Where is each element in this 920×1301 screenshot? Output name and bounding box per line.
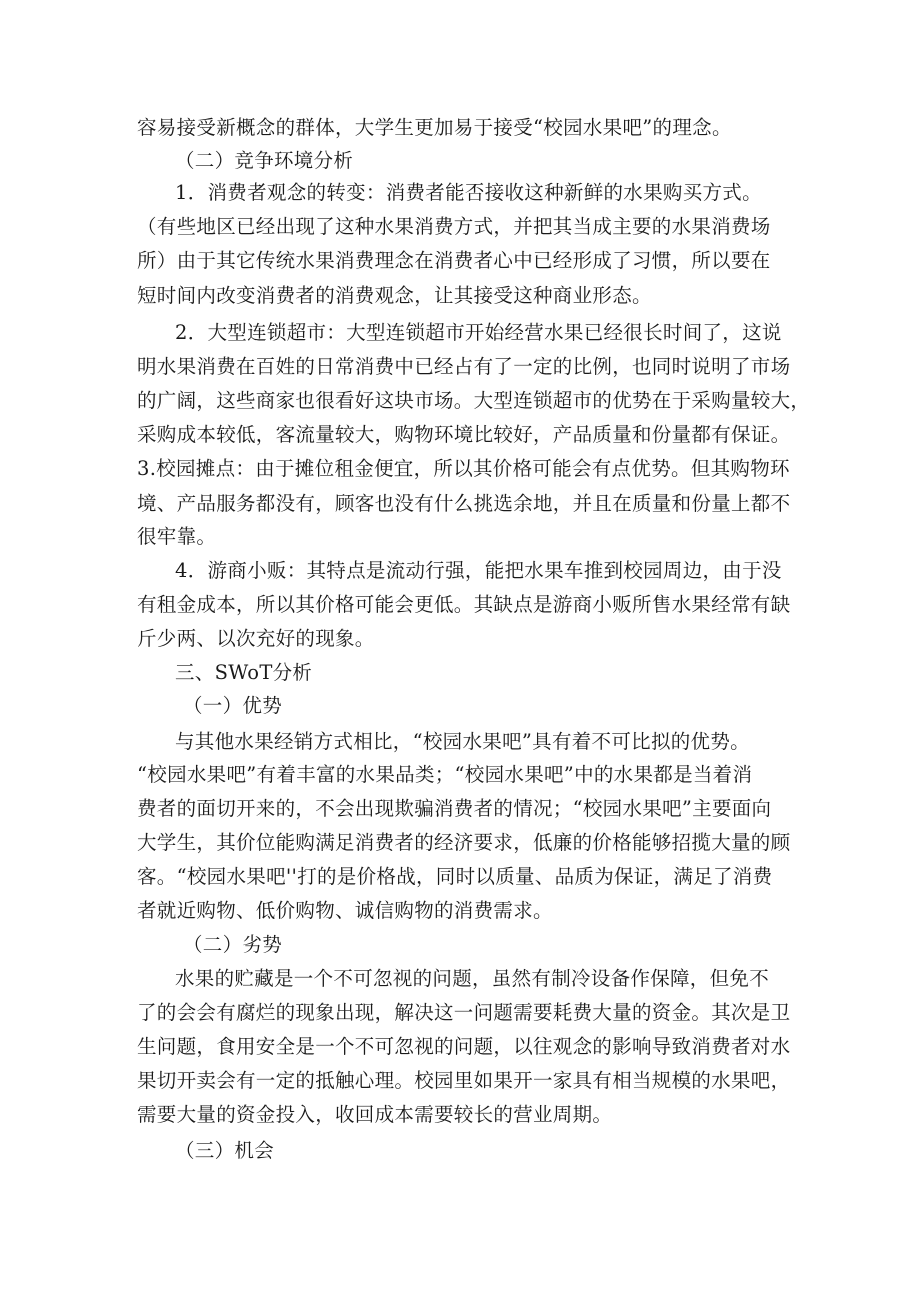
paragraph-line: 1．消费者观念的转变：消费者能否接收这种新鲜的水果购买方式。 [175, 181, 762, 204]
paragraph-line: 斤少两、以次充好的现象。 [137, 627, 375, 650]
paragraph-line: 了的会会有腐烂的现象出现，解决这一问题需要耗费大量的资金。其次是卫 [137, 1001, 791, 1024]
section-heading: 三、SWoT分析 [175, 661, 313, 684]
section-heading: （一）优势 [183, 694, 283, 717]
paragraph-line: 采购成本较低，客流量较大，购物环境比较好，产品质量和份量都有保证。 [137, 423, 791, 446]
paragraph-line: 需要大量的资金投入，收回成本需要较长的营业周期。 [137, 1103, 613, 1126]
section-heading: （二）竞争环境分析 [175, 149, 354, 172]
paragraph-line: 2．大型连锁超市：大型连锁超市开始经营水果已经很长时间了，这说 [175, 321, 782, 344]
section-heading: （二）劣势 [183, 933, 283, 956]
paragraph-line: 大学生，其价位能购满足消费者的经济要求，低廉的价格能够招揽大量的顾 [137, 831, 791, 854]
paragraph-line: （有些地区已经出现了这种水果消费方式，并把其当成主要的水果消费场 [137, 215, 771, 238]
paragraph-line: 者就近购物、低价购物、诚信购物的消费需求。 [137, 899, 553, 922]
paragraph-line: 很牢靠。 [137, 525, 217, 548]
paragraph-line: 明水果消费在百姓的日常消费中已经占有了一定的比例，也同时说明了市场 [137, 355, 791, 378]
paragraph-line: 与其他水果经销方式相比，“校园水果吧”具有着不可比拟的优势。 [175, 730, 750, 753]
paragraph-line: 费者的面切开来的，不会出现欺骗消费者的情况；“校园水果吧”主要面向 [137, 797, 772, 820]
paragraph-line: 容易接受新概念的群体，大学生更加易于接受“校园水果吧”的理念。 [137, 116, 732, 139]
paragraph-line: 短时间内改变消费者的消费观念，让其接受这种商业形态。 [137, 284, 652, 307]
paragraph-line: 果切开卖会有一定的抵触心理。校园里如果开一家具有相当规模的水果吧， [137, 1069, 791, 1092]
paragraph-line: 境、产品服务都没有，顾客也没有什么挑选余地，并且在质量和份量上都不 [137, 492, 791, 515]
paragraph-line: “校园水果吧”有着丰富的水果品类；“校园水果吧”中的水果都是当着消 [137, 763, 753, 786]
paragraph-line: 4．游商小贩：其特点是流动行强，能把水果车推到校园周边，由于没 [175, 559, 782, 582]
paragraph-line: 所）由于其它传统水果消费理念在消费者心中已经形成了习惯，所以要在 [137, 249, 771, 272]
paragraph-line: 有租金成本，所以其价格可能会更低。其缺点是游商小贩所售水果经常有缺 [137, 593, 791, 616]
section-heading: （三）机会 [175, 1139, 275, 1162]
paragraph-line: 水果的贮藏是一个不可忽视的问题，虽然有制冷设备作保障，但免不 [175, 967, 770, 990]
paragraph-line: 客。“校园水果吧''打的是价格战，同时以质量、品质为保证，满足了消费 [137, 865, 773, 888]
paragraph-line: 生问题，食用安全是一个不可忽视的问题，以往观念的影响导致消费者对水 [137, 1035, 791, 1058]
paragraph-line: 的广阔，这些商家也很看好这块市场。大型连锁超市的优势在于采购量较大， [137, 389, 811, 412]
paragraph-line: 3.校园摊点：由于摊位租金便宜，所以其价格可能会有点优势。但其购物环 [137, 457, 790, 480]
